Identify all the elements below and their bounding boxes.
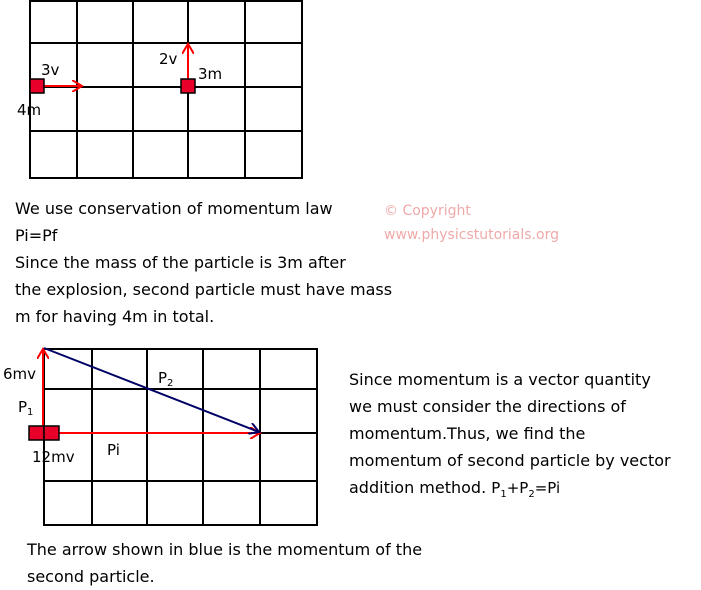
particle-4m [30,79,44,93]
label-3m: 3m [198,65,223,83]
label-p1-sub: 1 [27,407,34,418]
bottom-grid [44,349,317,525]
eq-sub1: 1 [500,489,507,500]
label-3v: 3v [41,61,60,79]
label-p1 [18,398,33,418]
equation [491,479,561,500]
particle-3m [181,79,195,93]
conclusion-text [27,536,422,590]
vector-line: Since momentum is a vector quantity [349,370,651,389]
explanation-text [15,195,392,330]
particle-right [44,426,59,440]
label-6mv: 6mv [3,365,37,383]
conclusion-line: The arrow shown in blue is the momentum of the [27,540,423,559]
vector-line-last [349,474,671,508]
watermark-line: www.physicstutorials.org [384,227,559,243]
label-2v: 2v [159,50,178,68]
label-p1-base: P [18,398,28,416]
explanation-line: Pi=Pf [15,226,58,245]
conclusion-line: second particle. [27,567,155,586]
label-p2-sub: 2 [167,378,174,389]
vector-line: momentum of second particle by vector [349,451,671,470]
vector-line: momentum.Thus, we find the [349,424,586,443]
eq-rest: =Pi [534,479,561,497]
watermark-line: © Copyright [384,203,471,219]
vector-explanation-text [349,366,671,508]
top-grid [30,1,302,178]
label-p2-base: P [158,369,168,387]
label-4m: 4m [17,101,42,119]
explanation-line: We use conservation of momentum law [15,199,333,218]
label-pi: Pi [107,441,120,459]
vector-line: we must consider the directions of [349,397,626,416]
eq-plus: + [506,479,520,497]
explanation-line: the explosion, second particle must have mass [15,280,393,299]
label-p2 [158,369,173,389]
eq-p2: P [519,479,529,497]
eq-p1: P [491,479,501,497]
explanation-line: m for having 4m in total. [15,307,215,326]
copyright-watermark [384,199,559,247]
explanation-line: Since the mass of the particle is 3m after [15,253,346,272]
eq-sub2: 2 [528,489,535,500]
particle-left [29,426,44,440]
vector-last-prefix: addition method. [349,478,492,497]
label-12mv: 12mv [32,448,75,466]
